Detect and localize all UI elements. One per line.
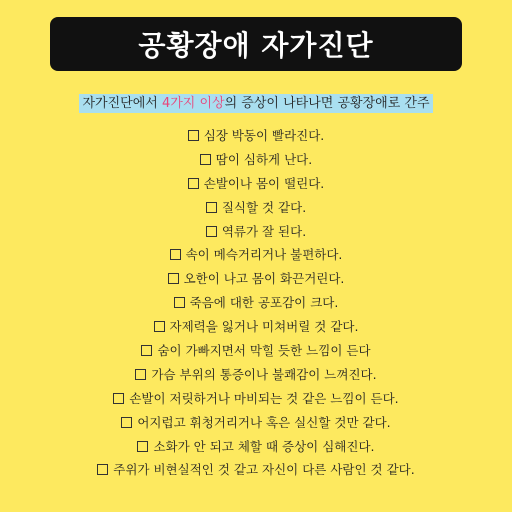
- checklist-item: [0, 411, 512, 435]
- checklist-item: [0, 291, 512, 315]
- symptom-checklist: [0, 124, 512, 482]
- checkbox-icon[interactable]: [206, 202, 217, 213]
- checkbox-icon[interactable]: [113, 393, 124, 404]
- subtitle-highlight: 4가지 이상: [161, 96, 225, 111]
- checkbox-icon[interactable]: [206, 226, 217, 237]
- checklist-item: [0, 220, 512, 244]
- checklist-item-label: 속이 메슥거리거나 불편하다.: [185, 247, 343, 263]
- checkbox-icon[interactable]: [168, 273, 179, 284]
- checkbox-icon[interactable]: [97, 464, 108, 475]
- checklist-item-label: 손발이나 몸이 떨린다.: [203, 175, 325, 191]
- checklist-item-label: 주위가 비현실적인 것 같고 자신이 다른 사람인 것 같다.: [113, 462, 415, 478]
- subtitle-before: 자가진단에서: [82, 96, 162, 111]
- page-title: 공황장애 자가진단: [138, 29, 374, 62]
- checkbox-icon[interactable]: [174, 297, 185, 308]
- checklist-item-label: 손발이 저릿하거나 마비되는 것 같은 느낌이 든다.: [129, 390, 399, 406]
- subtitle: [79, 94, 432, 113]
- checklist-item: [0, 243, 512, 267]
- checklist-item: [0, 124, 512, 148]
- subtitle-row: [0, 92, 512, 113]
- checklist-item-label: 오한이 나고 몸이 화끈거린다.: [183, 271, 345, 287]
- checklist-item: [0, 148, 512, 172]
- checklist-item: [0, 387, 512, 411]
- checkbox-icon[interactable]: [154, 321, 165, 332]
- checklist-item: [0, 435, 512, 459]
- checklist-item-label: 죽음에 대한 공포감이 크다.: [189, 295, 339, 311]
- checkbox-icon[interactable]: [188, 130, 199, 141]
- checkbox-icon[interactable]: [135, 369, 146, 380]
- checklist-item: [0, 315, 512, 339]
- checkbox-icon[interactable]: [188, 178, 199, 189]
- checklist-item-label: 심장 박동이 빨라진다.: [203, 128, 325, 143]
- title-banner: [50, 17, 462, 71]
- checklist-item-label: 소화가 안 되고 체할 때 증상이 심해진다.: [153, 438, 375, 454]
- checklist-item: [0, 172, 512, 196]
- subtitle-after: 의 증상이 나타나면 공황장애로 간주: [224, 96, 430, 111]
- checklist-item: [0, 363, 512, 387]
- checklist-item-label: 어지럽고 휘청거리거나 혹은 실신할 것만 같다.: [137, 414, 391, 430]
- checklist-item-label: 질식할 것 같다.: [221, 199, 307, 215]
- checklist-item-label: 자제력을 잃거나 미쳐버릴 것 같다.: [169, 319, 359, 335]
- checklist-item: [0, 339, 512, 363]
- checklist-item-label: 숨이 가빠지면서 막힐 듯한 느낌이 든다: [157, 343, 371, 359]
- checkbox-icon[interactable]: [200, 154, 211, 165]
- checklist-item-label: 역류가 잘 된다.: [221, 223, 307, 239]
- checklist-item-label: 땀이 심하게 난다.: [215, 151, 313, 167]
- checklist-item: [0, 267, 512, 291]
- checklist-item: [0, 458, 512, 482]
- checkbox-icon[interactable]: [170, 249, 181, 260]
- checklist-item-label: 가슴 부위의 통증이나 불쾌감이 느껴진다.: [151, 366, 377, 382]
- checklist-item: [0, 196, 512, 220]
- checkbox-icon[interactable]: [137, 441, 148, 452]
- checkbox-icon[interactable]: [121, 417, 132, 428]
- checkbox-icon[interactable]: [141, 345, 152, 356]
